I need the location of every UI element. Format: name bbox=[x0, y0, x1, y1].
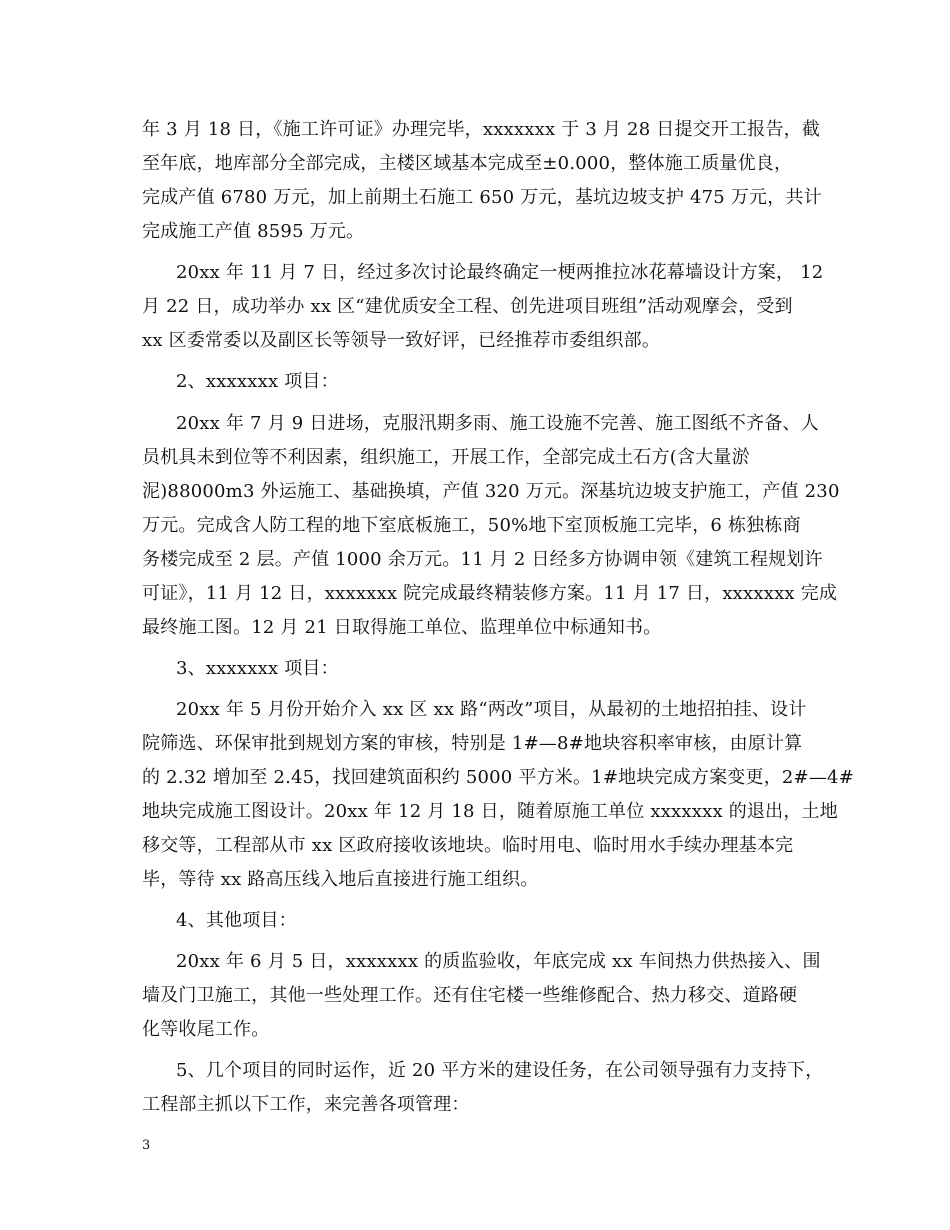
text-line: 20xx 年 7 月 9 日进场，克服汛期多雨、施工设施不完善、施工图纸不齐备、人 bbox=[176, 413, 819, 434]
text-line: xx 区委常委以及副区长等领导一致好评，已经推荐市委组织部。 bbox=[142, 330, 661, 351]
text-line: 最终施工图。12 月 21 日取得施工单位、监理单位中标通知书。 bbox=[142, 617, 662, 638]
text-line: 墙及门卫施工，其他一些处理工作。还有住宅楼一些维修配合、热力移交、道路硬 bbox=[142, 985, 798, 1006]
text-line: 至年底，地库部分全部完成，主楼区域基本完成至±0.000，整体施工质量优良， bbox=[142, 153, 793, 174]
text-line: 化等收尾工作。 bbox=[142, 1019, 270, 1040]
text-line: 地块完成施工图设计。20xx 年 12 月 18 日，随着原施工单位 xxxxxxx 的退出，土地 bbox=[142, 801, 838, 822]
text-line: 毕，等待 xx 路高压线入地后直接进行施工组织。 bbox=[142, 869, 539, 890]
text-line: 可证》，11 月 12 日，xxxxxxx 院完成最终精装修方案。11 月 17 日，xxxxxxx 完成 bbox=[142, 583, 838, 604]
section-heading: 3、xxxxxxx 项目： bbox=[176, 658, 339, 679]
text-line: 工程部主抓以下工作，来完善各项管理： bbox=[142, 1094, 470, 1115]
text-line: 员机具未到位等不利因素，组织施工，开展工作，全部完成土石方(含大量淤 bbox=[142, 447, 750, 468]
text-line: 务楼完成至 2 层。产值 1000 余万元。11 月 2 日经多方协调申领《建筑工程规划许 bbox=[142, 549, 823, 570]
text-line: 泥)88000m3 外运施工、基础换填，产值 320 万元。深基坑边坡支护施工，产值 230 bbox=[142, 481, 840, 502]
text-line: 的 2.32 增加至 2.45，找回建筑面积约 5000 平方米。1#地块完成方案变更，2#—4# bbox=[142, 767, 854, 788]
text-line: 完成产值 6780 万元，加上前期土石施工 650 万元，基坑边坡支护 475 万元，共计 bbox=[142, 187, 822, 208]
text-line: 万元。完成含人防工程的地下室底板施工，50%地下室顶板施工完毕，6 栋独栋商 bbox=[142, 515, 801, 536]
text-line: 5、几个项目的同时运作，近 20 平方米的建设任务，在公司领导强有力支持下， bbox=[176, 1060, 824, 1081]
section-heading: 2、xxxxxxx 项目： bbox=[176, 371, 339, 392]
page-number: 3 bbox=[142, 1138, 151, 1153]
text-line: 20xx 年 6 月 5 日，xxxxxxx 的质监验收，年底完成 xx 车间热力供热接入、围 bbox=[176, 951, 821, 972]
text-line: 移交等，工程部从市 xx 区政府接收该地块。临时用电、临时用水手续办理基本完 bbox=[142, 835, 794, 856]
text-line: 院筛选、环保审批到规划方案的审核，特别是 1#—8#地块容积率审核，由原计算 bbox=[142, 733, 803, 754]
text-line: 20xx 年 11 月 7 日，经过多次讨论最终确定一梗两推拉冰花幕墙设计方案， 12 bbox=[176, 262, 824, 283]
text-line: 20xx 年 5 月份开始介入 xx 区 xx 路“两改”项目，从最初的土地招拍挂、设计 bbox=[176, 699, 807, 720]
text-line: 完成施工产值 8595 万元。 bbox=[142, 221, 365, 242]
text-line: 月 22 日，成功举办 xx 区“建优质安全工程、创先进项目班组”活动观摩会，受到 bbox=[142, 296, 793, 317]
text-line: 年 3 月 18 日，《施工许可证》办理完毕，xxxxxxx 于 3 月 28 日提交开工报告，截 bbox=[142, 119, 821, 140]
section-heading: 4、其他项目： bbox=[176, 910, 297, 931]
